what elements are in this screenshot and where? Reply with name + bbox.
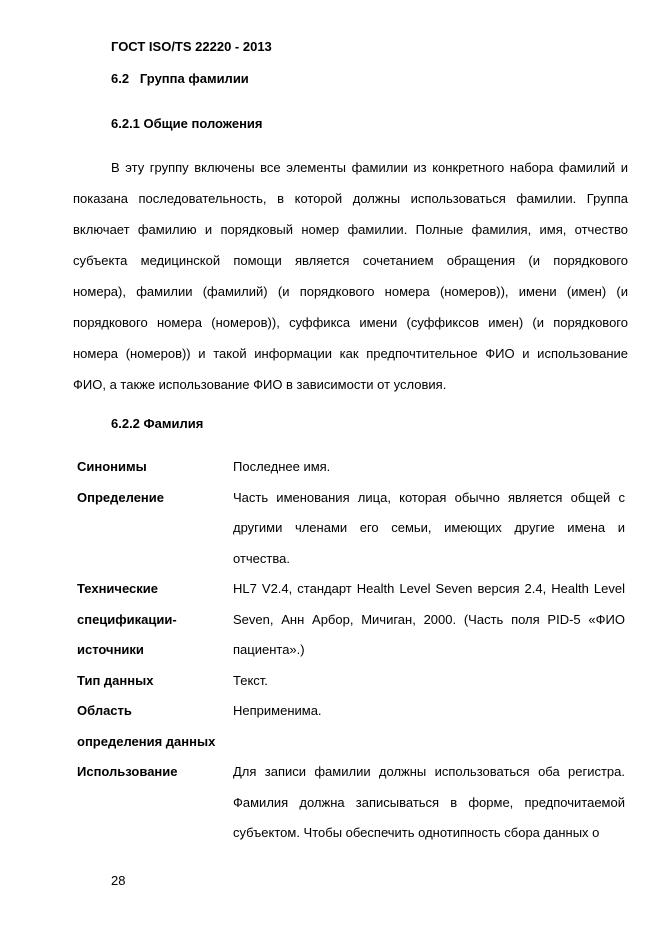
term-line: Синонимы <box>77 459 147 474</box>
row-definition <box>233 696 625 757</box>
row-definition <box>233 574 625 666</box>
document-header: ГОСТ ISO/TS 22220 - 2013 <box>111 39 272 54</box>
paragraph-line: номера (номеров)) и такой информации как предпочтительное ФИО и использование <box>73 346 628 361</box>
row-definition <box>233 757 625 849</box>
subsection-title-surname: 6.2.2 Фамилия <box>111 416 204 431</box>
definition-line: Для записи фамилии должны использоваться оба регистра. <box>233 764 625 779</box>
term-line: Область <box>77 703 132 718</box>
definition-line: Текст. <box>233 672 268 688</box>
definition-line: HL7 V2.4, стандарт Health Level Seven версия 2.4, Health Level <box>233 581 625 596</box>
definition-line: Фамилия должна записываться в форме, предпочитаемой <box>233 794 625 810</box>
subsection-title-general: 6.2.1 Общие положения <box>111 116 263 131</box>
term-line: Тип данных <box>77 672 154 688</box>
row-term <box>77 483 233 575</box>
definition-table <box>77 452 625 849</box>
term-line: Определение <box>77 489 165 505</box>
row-term <box>77 666 233 697</box>
section-number: 6.2 <box>111 71 130 86</box>
paragraph-line: порядкового номера (номеров)), суффикса имени (суффиксов имен) (и порядкового <box>73 315 628 330</box>
definition-line: отчества. <box>233 550 290 566</box>
definition-line: пациента».) <box>233 642 305 657</box>
paragraph-line: ФИО, а также использование ФИО в зависимости от условия. <box>73 377 447 392</box>
page-number: 28 <box>111 873 126 888</box>
section-title-text: Группа фамилии <box>139 71 249 86</box>
row-definition <box>233 483 625 575</box>
paragraph-line: включает фамилию и порядковый номер фамилии. Полные фамилия, имя, отчество <box>73 222 628 237</box>
paragraph-line: субъекта медицинской помощи является сочетанием обращения (и порядкового <box>73 253 628 268</box>
term-line: определения данных <box>77 733 216 749</box>
row-term <box>77 696 233 757</box>
term-line: Использование <box>77 764 178 779</box>
table-row <box>77 666 625 697</box>
table-row <box>77 696 625 757</box>
table-row <box>77 757 625 849</box>
definition-line: другими членами его семьи, имеющих другие имена и <box>233 520 625 535</box>
body-paragraph <box>73 152 628 400</box>
definition-line: субъектом. Чтобы обеспечить однотипность сбора данных о <box>233 825 600 840</box>
definition-line: Неприменима. <box>233 703 322 718</box>
term-line: спецификации- <box>77 611 177 627</box>
definition-line: Часть именования лица, которая обычно является общей с <box>233 489 625 505</box>
row-term <box>77 757 233 849</box>
table-row <box>77 574 625 666</box>
paragraph-line: В эту группу включены все элементы фамилии из конкретного набора фамилий и <box>111 160 628 175</box>
term-line: источники <box>77 642 144 657</box>
row-term <box>77 574 233 666</box>
row-term <box>77 452 233 483</box>
table-row <box>77 483 625 575</box>
section-title <box>111 71 249 86</box>
table-row <box>77 452 625 483</box>
paragraph-line: номера), фамилии (фамилий) (и порядкового номера (номеров)), имени (имен) (и <box>73 284 628 299</box>
definition-line: Последнее имя. <box>233 459 331 474</box>
term-line: Технические <box>77 581 158 596</box>
paragraph-line: показана последовательность, в которой должны использоваться фамилии. Группа <box>73 191 628 206</box>
row-definition <box>233 666 625 697</box>
row-definition <box>233 452 625 483</box>
definition-line: Seven, Анн Арбор, Мичиган, 2000. (Часть поля PID-5 «ФИО <box>233 611 625 627</box>
